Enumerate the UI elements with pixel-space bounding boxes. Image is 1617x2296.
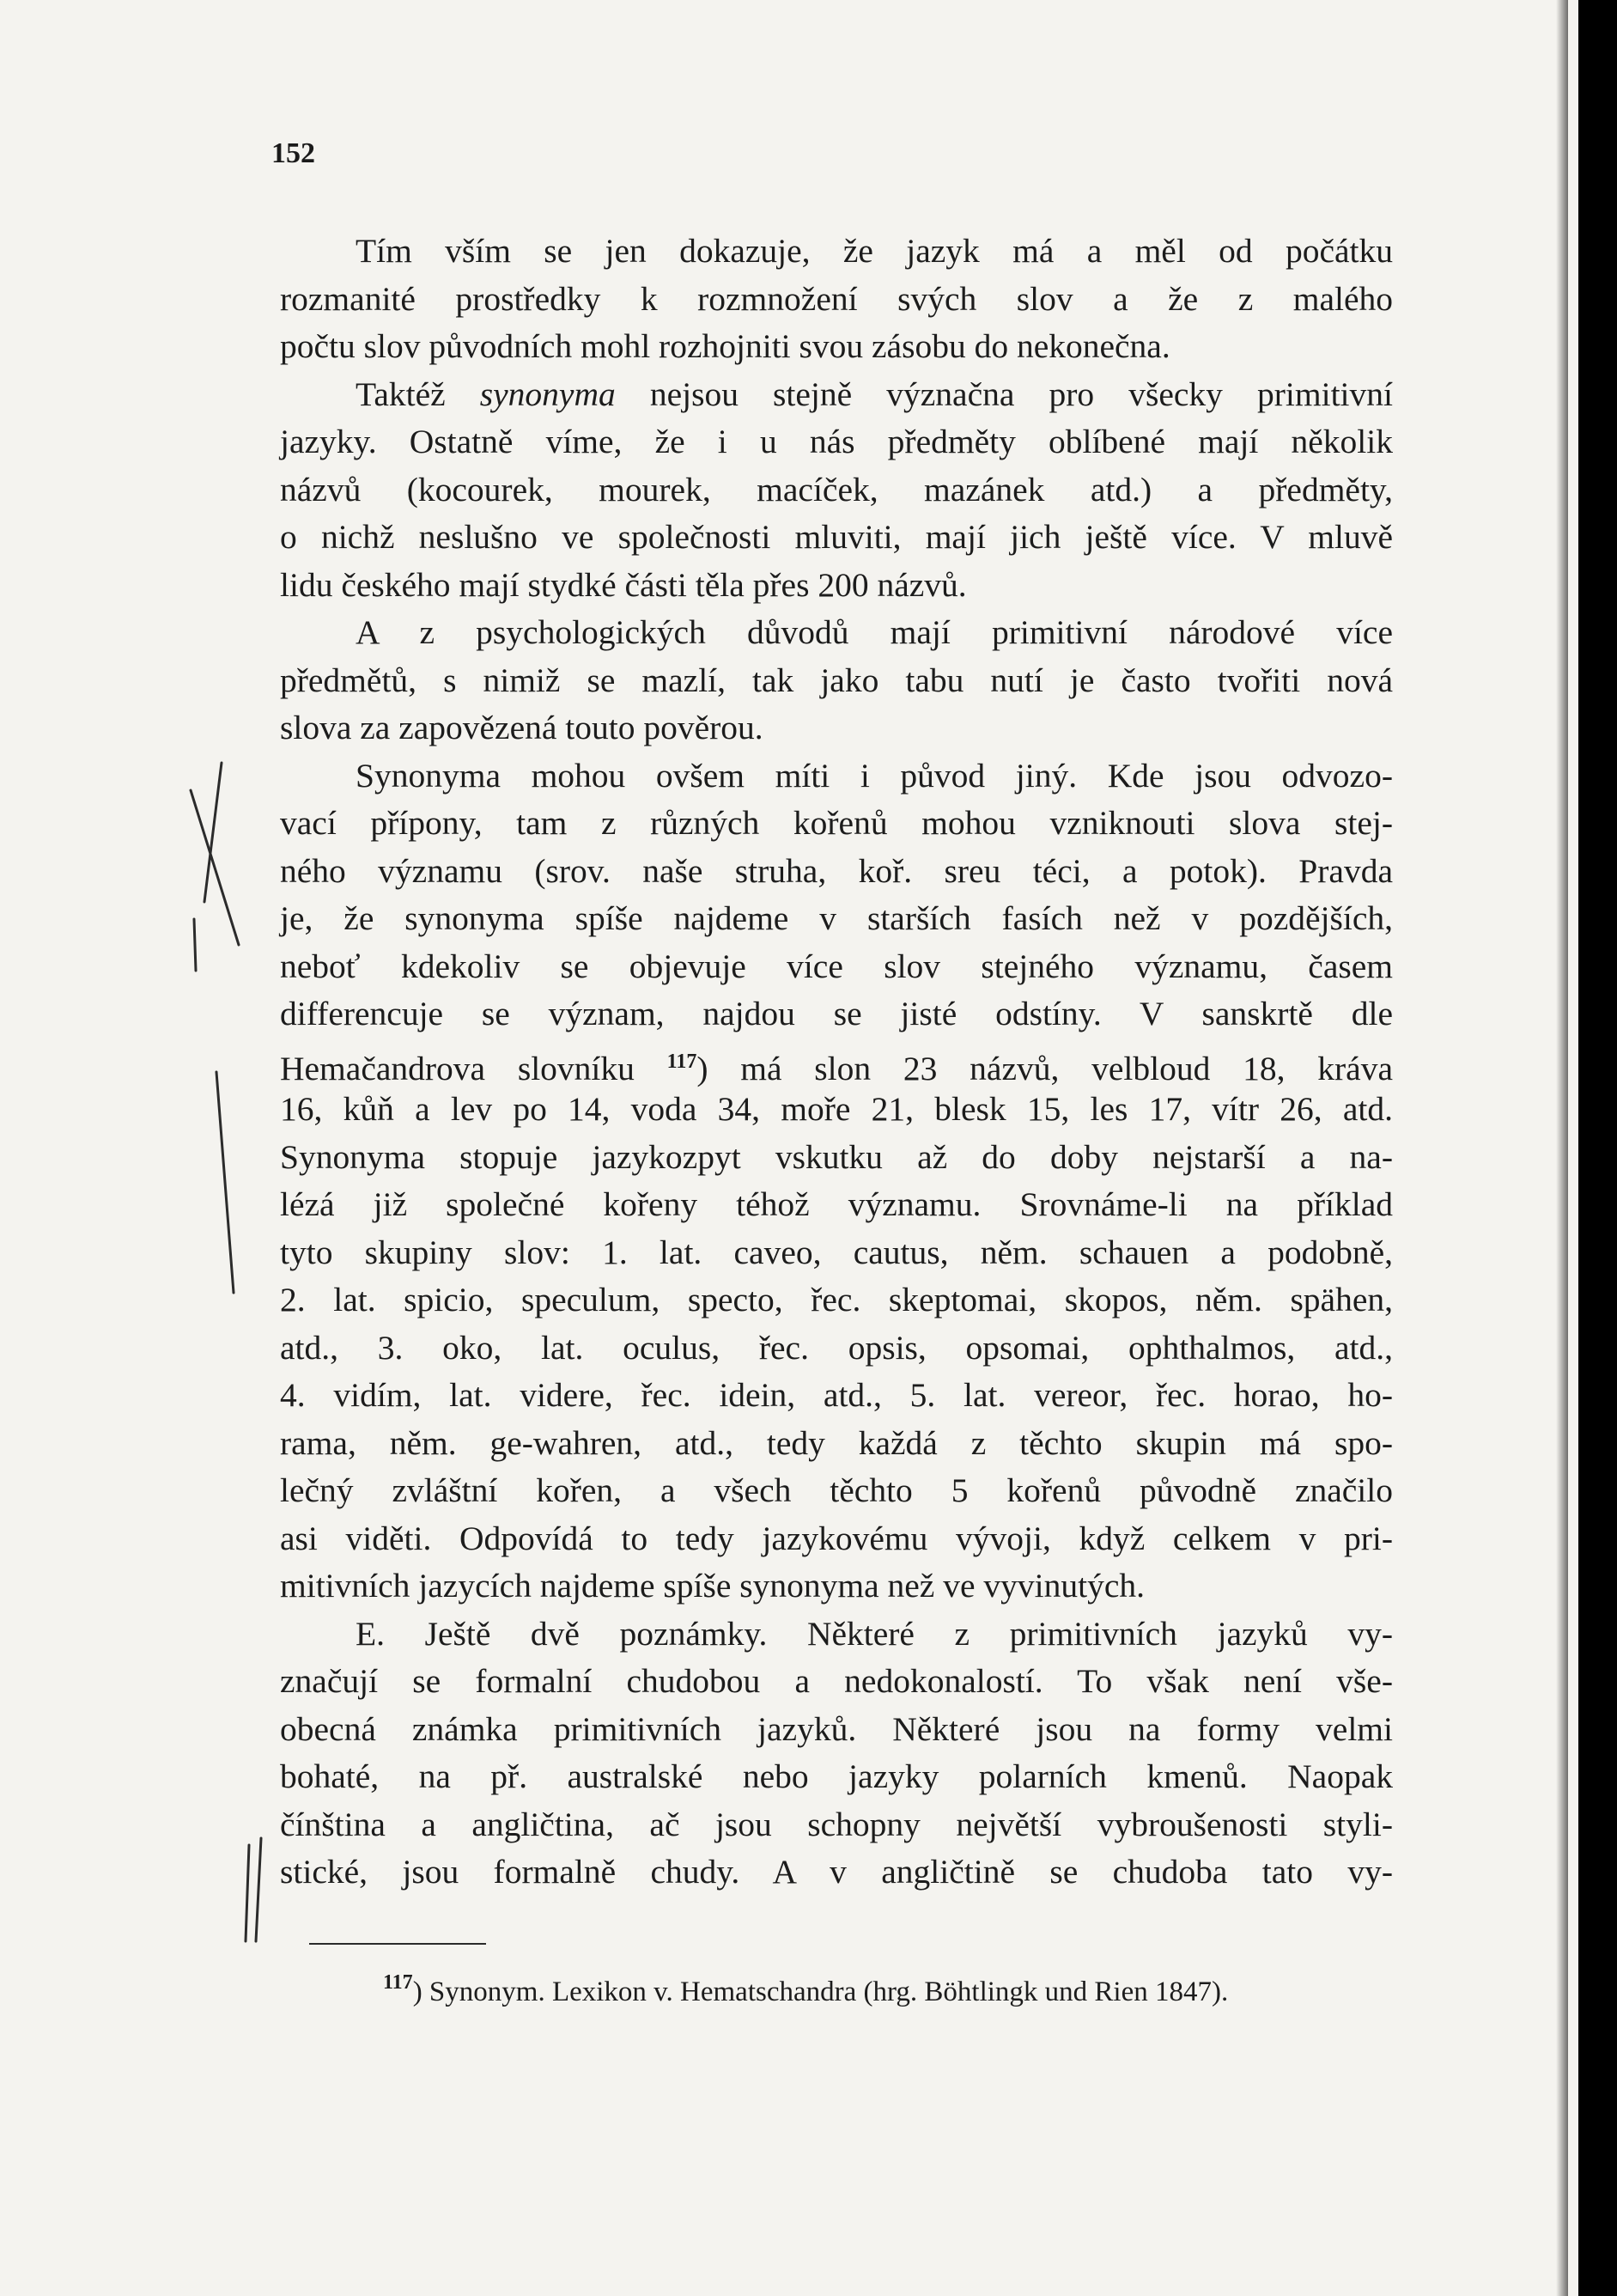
text-line: 16, kůň a lev po 14, voda 34, moře 21, blesk 15, les 17, vítr 26, atd. [280,1090,1393,1128]
text-line: rama, něm. ge-wahren, atd., tedy každá z těchto skupin má spo- [280,1423,1393,1462]
text-line: mitivních jazycích najdeme spíše synonyma než ve vyvinutých. [280,1567,1145,1605]
page-edge-shadow [1556,0,1568,2296]
text-line: ného významu (srov. naše struha, koř. sreu téci, a potok). Pravda [280,851,1393,890]
pencil-vertical-mark [216,1072,234,1293]
text-line: obecná známka primitivních jazyků. Některé jsou na formy velmi [280,1709,1393,1748]
text-line: počtu slov původních mohl rozhojniti svou zásobu do nekonečna. [280,327,1170,365]
text-line: E. Ještě dvě poznámky. Některé z primitivních jazyků vy- [356,1614,1393,1653]
text-line: lézá již společné kořeny téhož významu. Srovnáme-li na příklad [280,1185,1393,1223]
pencil-double-line-mark [246,1845,249,1941]
text-line: názvů (kocourek, mourek, macíček, mazánek atd.) a předměty, [280,470,1393,509]
text-line: jazyky. Ostatně víme, že i u nás předměty oblíbené mají několik [280,423,1393,460]
text-line: atd., 3. oko, lat. oculus, řec. opsis, opsomai, ophthalmos, atd., [280,1328,1393,1367]
text-line: vací přípony, tam z různých kořenů mohou vzniknouti slova stej- [280,804,1393,842]
text-line: předmětů, s nimiž se mazlí, tak jako tabu nutí je často tvořiti nová [280,661,1393,699]
text-line: asi viděti. Odpovídá to tedy jazykovému vývoji, když celkem v pri- [280,1519,1393,1557]
pencil-tick-mark [194,919,196,971]
text-line: lidu českého mají stydké části těla přes 200 názvů. [280,565,967,604]
text-line: Tím vším se jen dokazuje, že jazyk má a měl od počátku [356,232,1393,270]
text-line: lečný zvláštní kořen, a všech těchto 5 kořenů původně značilo [280,1471,1393,1509]
text-line: o nichž neslušno ve společnosti mluviti, mají jich ještě více. V mluvě [280,518,1393,556]
text-line: je, že synonyma spíše najdeme v starších fasích než v pozdějších, [280,899,1393,937]
text-line: slova za zapovězená touto pověrou. [280,709,763,746]
text-span: nejsou stejně význačna pro všecky primitivní [615,375,1393,413]
text-span: Hemačandrova slovníku [280,1049,667,1087]
footnote-text: ) Synonym. Lexikon v. Hematschandra (hrg. Böhtlingk und Rien 1847). [412,1976,1229,2007]
text-line: Synonyma mohou ovšem míti i původ jiný. Kde jsou odvozo- [356,756,1393,795]
text-line: differencuje se význam, najdou se jisté odstíny. V sanskrtě dle [280,995,1393,1032]
text-span: ) má slon 23 názvů, velbloud 18, kráva [696,1049,1393,1087]
pencil-double-line-mark-2 [256,1838,261,1941]
text-line: 4. vidím, lat. videre, řec. idein, atd., 5. lat. vereor, řec. horao, ho- [280,1376,1393,1414]
emphasized-word: synonyma [479,375,616,413]
text-line: stické, jsou formalně chudy. A v angličtině se chudoba tato vy- [280,1853,1393,1891]
text-line: bohaté, na př. australské nebo jazyky polarních kmenů. Naopak [280,1757,1393,1795]
page-number: 152 [271,137,315,169]
text-line: Synonyma stopuje jazykozpyt vskutku až do doby nejstarší a na- [280,1137,1393,1176]
text-line: rozmanité prostředky k rozmnožení svých slov a že z malého [280,279,1393,318]
text-line: značují se formalní chudobou a nedokonalostí. To však není vše- [280,1662,1393,1700]
footnote-marker: 117 [383,1971,413,1994]
text-line: 2. lat. spicio, speculum, specto, řec. skeptomai, skopos, něm. spähen, [280,1281,1393,1319]
text-line: A z psychologických důvodů mají primitivní národové více [356,613,1393,651]
text-line: čínština a angličtina, ač jsou schopny největší vybroušenosti styli- [280,1805,1393,1843]
text-line: tyto skupiny slov: 1. lat. caveo, cautus, něm. schauen a podobně, [280,1233,1393,1271]
text-span: Taktéž [356,375,480,413]
text-line: neboť kdekoliv se objevuje více slov stejného významu, časem [280,947,1393,985]
footnote-reference: 117 [666,1050,697,1073]
